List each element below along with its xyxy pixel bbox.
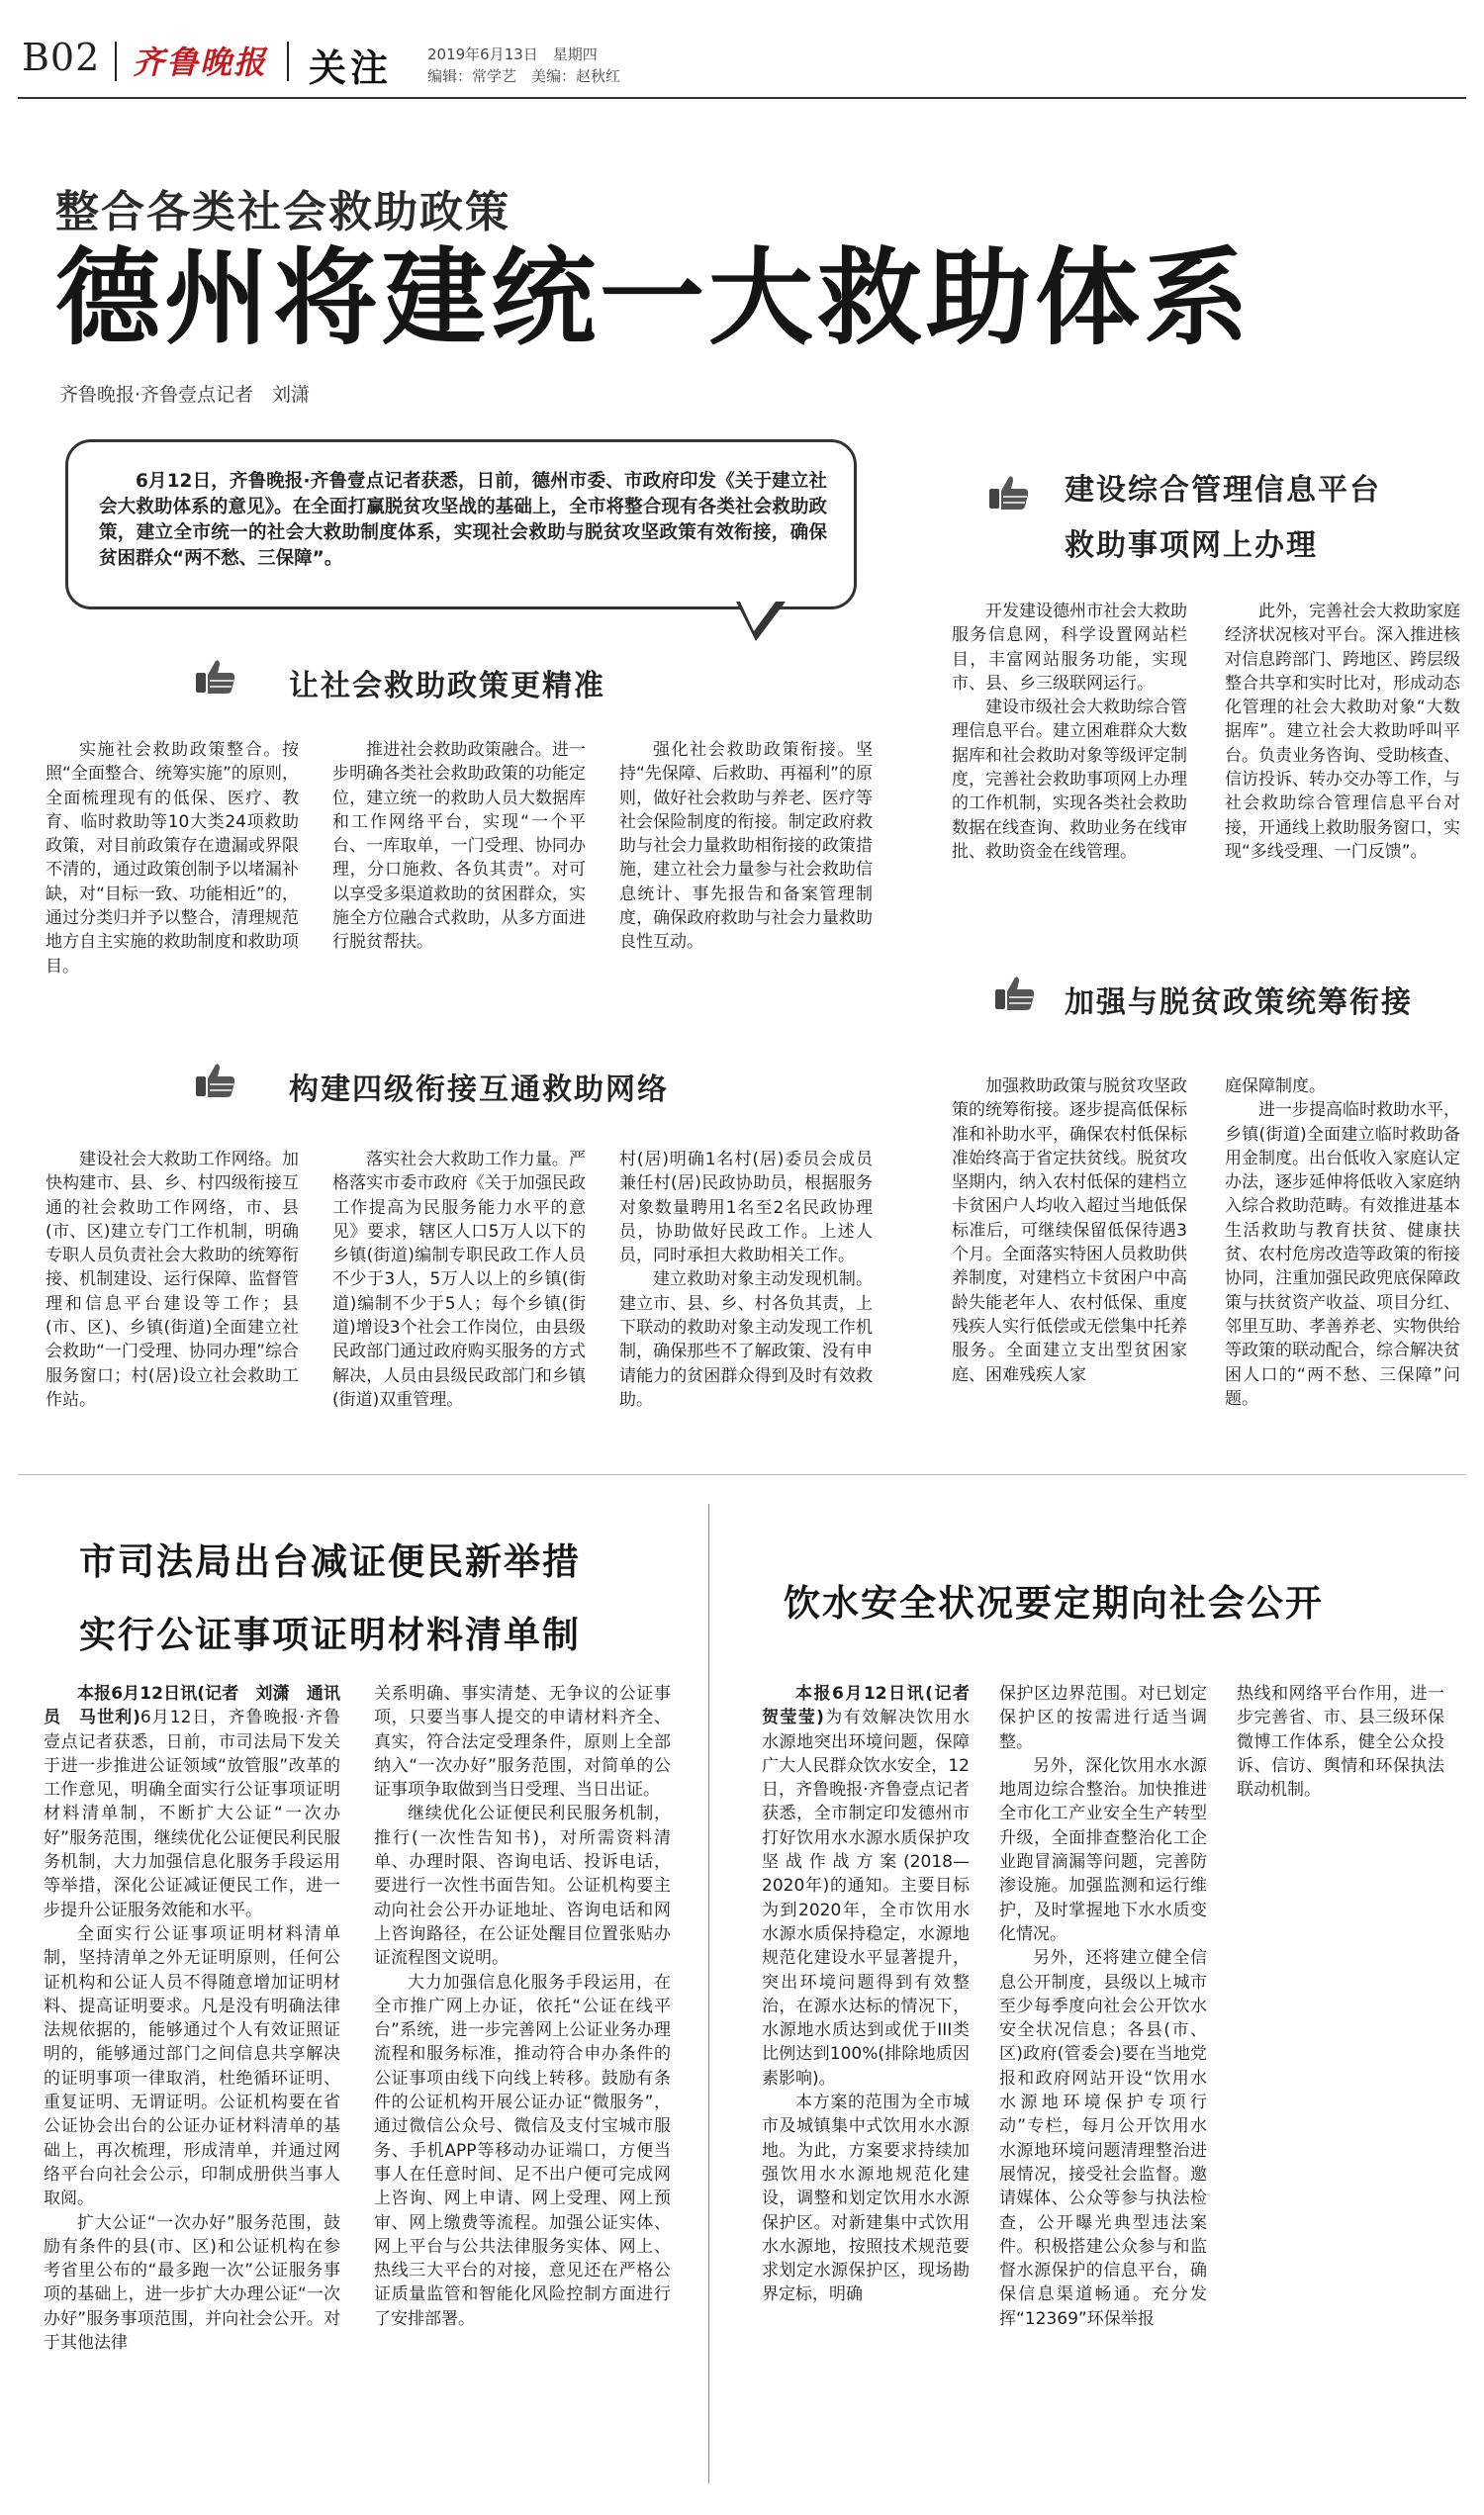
- section-heading: 建设综合管理信息平台: [1065, 473, 1381, 508]
- article-column: [999, 1682, 1207, 2331]
- thumbs-up-icon: [194, 1061, 237, 1100]
- article-column: [44, 1682, 340, 2355]
- paragraph: [762, 1682, 986, 2091]
- story-title: 市司法局出台减证便民新举措: [79, 1540, 581, 1583]
- article-column: [762, 1682, 986, 2307]
- dateline-label: 本报6月12日讯(记者 贺莹莹): [762, 1684, 986, 1728]
- thumbs-up-icon: [993, 974, 1037, 1013]
- paragraph: 建立救助对象主动发现机制。建立市、县、乡、村各负其责，上下联动的救助对象主动发现工作机制，确保那些不了解政策、没有申请能力的贫困群众得到及时有效救助。: [619, 1269, 873, 1410]
- byline: 齐鲁晚报·齐鲁壹点记者 刘潇: [59, 384, 311, 406]
- section-name: 关注: [309, 47, 393, 90]
- article-column: [46, 738, 299, 978]
- paragraph-text: 为有效解决饮用水水源地突出环境问题，保障广大人民群众饮水安全，12日，齐鲁晚报·齐鲁壹点记者获悉，全市制定印发德州市打好饮用水水源水质保护攻坚战作战方案(2018—2020年)的通知。主要目标为到2020年，全市饮用水水源水质保持稳定，水源地规范化建设水平显著提升，突出环境问题得到有效整治，在源水达标的情况下，水源地水质达到或优于III类比例达到100%(排除地质因素影响)。: [762, 1708, 970, 2089]
- paragraph: 关系明确、事实清楚、无争议的公证事项，只要当事人提交的申请材料齐全、真实，符合法定受理条件，原则上全部纳入“一次办好”服务范围，对简单的公证事项争取做到当日受理、当日出证。: [374, 1684, 671, 1801]
- paragraph: 村(居)明确1名村(居)委员会成员兼任村(居)民政协助员，根据服务对象数量聘用1名至2名民政协理员，协助做好民政工作。上述人员，同时承担大救助相关工作。: [619, 1150, 873, 1266]
- article-column: [952, 600, 1187, 864]
- article-column: [1225, 600, 1460, 864]
- story-divider: [18, 1474, 1466, 1475]
- paragraph: [44, 1682, 340, 1922]
- paragraph: 强化社会救助政策衔接。坚持“先保障、后救助、再福利”的原则，做好社会救助与养老、医疗等社会保险制度的衔接。制定政府救助与社会力量救助相衔接的政策措施，建立社会力量参与社会救助信息统计、事先报告和备案管理制度，确保政府救助与社会力量救助良性互动。: [619, 740, 873, 953]
- section-heading-line2: 救助事项网上办理: [1065, 528, 1318, 563]
- section-heading: 加强与脱贫政策统筹衔接: [1065, 985, 1413, 1020]
- article-column: [46, 1148, 299, 1412]
- headline-kicker: 整合各类社会救助政策: [55, 187, 510, 237]
- section-heading: 让社会救助政策更精准: [289, 669, 605, 703]
- paragraph: 实施社会救助政策整合。按照“全面整合、统筹实施”的原则，全面梳理现有的低保、医疗、教育、临时救助等10大类24项救助政策，对目前政策存在遗漏或界限不清的，通过政策创制予以堵漏补缺，对“目标一致、功能相近”的，通过分类归并予以整合，清理规范地方自主实施的救助制度和救助项目。: [46, 740, 299, 977]
- masthead-rule: [18, 97, 1466, 99]
- section-heading: 构建四级衔接互通救助网络: [289, 1072, 669, 1107]
- masthead-divider: [287, 42, 289, 81]
- editors-credit: 编辑：常学艺 美编：赵秋红: [427, 67, 621, 85]
- paragraph: 此外，完善社会大救助家庭经济状况核对平台。深入推进核对信息跨部门、跨地区、跨层级整合共享和实时比对，形成动态化管理的社会大救助对象“大数据库”。建立社会大救助呼叫平台。负责业务咨询、受助核查、信访投诉、转办交办等工作，与社会救助综合管理信息平台对接，开通线上救助服务窗口，实现“多线受理、一门反馈”。: [1225, 602, 1460, 862]
- article-column: [1225, 1074, 1460, 1411]
- article-column: [1237, 1682, 1444, 1802]
- paragraph: 另外，还将建立健全信息公开制度，县级以上城市至少每季度向社会公开饮水安全状况信息；各县(市、区)政府(管委会)要在当地党报和政府网站开设“饮用水水源地环境保护专项行动”专栏，每月公开饮用水水源地环境问题清理整治进展情况，接受社会监督。邀请媒体、公众等参与执法检查，公开曝光典型违法案件。积极搭建公众参与和监督水源保护的信息平台，确保信息渠道畅通。充分发挥“12369”环保举报: [999, 1948, 1207, 2329]
- paragraph: 庭保障制度。: [1225, 1076, 1326, 1096]
- dateline-label: 本报6月12日讯(记者 刘潇 通讯员 马世利): [44, 1684, 340, 1728]
- paragraph: 扩大公证“一次办好”服务范围，鼓励有条件的县(市、区)和公证机构在参考省里公布的“最多跑一次”公证服务事项的基础上，进一步扩大办理公证“一次办好”服务事项范围，并向社会公开。对于其他法律: [44, 2212, 340, 2354]
- paragraph: 进一步提高临时救助水平，乡镇(街道)全面建立临时救助备用金制度。出台低收入家庭认定办法，逐步延伸将低收入家庭纳入综合救助范畴。有效推进基本生活救助与教育扶贫、健康扶贫、农村危房改造等政策的衔接协同，注重加强民政兜底保障政策与扶贫资产收益、项目分红、邻里互助、孝善养老、实物供给等政策的联动配合，综合解决贫困人口的“两不愁、三保障”问题。: [1225, 1100, 1460, 1409]
- paragraph: 推进社会救助政策融合。进一步明确各类社会救助政策的功能定位，建立统一的救助人员大数据库和工作网络平台，实现“一个平台、一库取单，一门受理、协同办理，分口施救、各负其责”。对可以享受多渠道救助的贫困群众，实施全方位融合式救助，从多方面进行脱贫帮扶。: [332, 740, 586, 953]
- dateline: [427, 44, 620, 87]
- paragraph: 建设市级社会大救助综合管理信息平台。建立困难群众大数据库和社会救助对象等级评定制度，完善社会救助事项网上办理的工作机制，实现各类社会救助数据在线查询、救助业务在线审批、救助资金在线管理。: [952, 698, 1187, 862]
- story-title: 饮水安全状况要定期向社会公开: [784, 1582, 1324, 1625]
- story-title-line2: 实行公证事项证明材料清单制: [79, 1614, 581, 1656]
- lead-box-tail-inner: [740, 602, 776, 631]
- thumbs-up-icon: [987, 473, 1031, 512]
- paragraph: 加强救助政策与脱贫攻坚政策的统筹衔接。逐步提高低保标准和补助水平，确保农村低保标准始终高于省定扶贫线。脱贫攻坚期内，纳入农村低保的建档立卡贫困户人均收入超过当地低保标准后，可继续保留低保待遇3个月。全面落实特困人员救助供养制度，对建档立卡贫困户中高龄失能老年人、农村低保、重度残疾人实行低偿或无偿集中托养服务。全面建立支出型贫困家庭、困难残疾人家: [952, 1076, 1187, 1385]
- headline-title: 德州将建统一大救助体系: [55, 237, 1252, 359]
- paragraph: 热线和网络平台作用，进一步完善省、市、县三级环保微博工作体系，健全公众投诉、信访、舆情和环保执法联动机制。: [1237, 1684, 1444, 1801]
- thumbs-up-icon: [194, 657, 237, 697]
- page-number: B02: [22, 36, 101, 79]
- issue-date: 2019年6月13日 星期四: [427, 46, 598, 63]
- lead-paragraph: 6月12日，齐鲁晚报·齐鲁壹点记者获悉，日前，德州市委、市政府印发《关于建立社会大救助体系的意见》。在全面打赢脱贫攻坚战的基础上，全市将整合现有各类社会救助政策，建立全市统一的社会大救助制度体系，实现社会救助与脱贫攻坚政策有效衔接，确保贫困群众“两不愁、三保障”。: [99, 471, 827, 569]
- paragraph: 保护区边界范围。对已划定保护区的按需进行适当调整。: [999, 1684, 1207, 1752]
- paragraph: 本方案的范围为全市城市及城镇集中式饮用水水源地。为此，方案要求持续加强饮用水水源地规范化建设，调整和划定饮用水水源保护区。对新建集中式饮用水水源地，按照技术规范要求划定水源保护区，现场勘界定标，明确: [762, 2093, 970, 2305]
- column-rule: [708, 1504, 709, 2483]
- masthead-divider: [115, 42, 117, 81]
- article-column: [619, 738, 873, 955]
- paragraph: 建设社会大救助工作网络。加快构建市、县、乡、村四级衔接互通的社会救助工作网络，市、县(市、区)建立专门工作机制，明确专职人员负责社会大救助的统筹衔接、机制建设、运行保障、监督管理和信息平台建设等工作；县(市、区)、乡镇(街道)全面建立社会救助“一门受理、协同办理”综合服务窗口；村(居)设立社会救助工作站。: [46, 1150, 299, 1410]
- article-column: [952, 1074, 1187, 1387]
- paragraph: 另外，深化饮用水水源地周边综合整治。加快推进全市化工产业安全生产转型升级，全面排查整治化工企业跑冒滴漏等问题，完善防渗设施。加强监测和运行维护，及时掌握地下水水质变化情况。: [999, 1755, 1207, 1944]
- paragraph: 全面实行公证事项证明材料清单制，坚持清单之外无证明原则，任何公证机构和公证人员不得随意增加证明材料、提高证明要求。凡是没有明确法律法规依据的，能够通过个人有效证照证明的，能够通过部门之间信息共享解决的证明事项一律取消，杜绝循环证明、重复证明、无谓证明。公证机构要在省公证协会出台的公证办证材料清单的基础上，再次梳理，形成清单，并通过网络平台向社会公示，印制成册供当事人取阅。: [44, 1923, 340, 2209]
- article-column: [374, 1682, 671, 2331]
- newspaper-brand: 齐鲁晚报: [133, 44, 268, 81]
- paragraph: 落实社会大救助工作力量。严格落实市委市政府《关于加强民政工作提高为民服务能力水平的意见》要求，辖区人口5万人以下的乡镇(街道)编制专职民政工作人员不少于3人，5万人以上的乡镇(街道)编制不少于5人；每个乡镇(街道)增设3个社会工作岗位，由县级民政部门通过政府购买服务的方式解决，人员由县级民政部门和乡镇(街道)双重管理。: [332, 1150, 586, 1410]
- masthead: [0, 0, 1484, 99]
- article-column: [619, 1148, 873, 1412]
- article-column: [332, 738, 586, 955]
- paragraph: 大力加强信息化服务手段运用，在全市推广网上办证，依托“公证在线平台”系统，进一步完善网上公证业务办理流程和服务标准，推动符合申办条件的公证事项由线下向线上转移。鼓励有条件的公证机构开展公证办证“微服务”，通过微信公众号、微信及支付宝城市服务、手机APP等移动办证端口，方便当事人在任意时间、足不出户便可完成网上咨询、网上申请、网上受理、网上预审、网上缴费等流程。加强公证实体、网上平台与公共法律服务实体、网上、热线三大平台的对接，意见还在严格公证质量监管和智能化风险控制方面进行了安排部署。: [374, 1972, 671, 2329]
- paragraph: 开发建设德州市社会大救助服务信息网，科学设置网站栏目，丰富网站服务功能，实现市、县、乡三级联网运行。: [952, 602, 1187, 694]
- article-column: [332, 1148, 586, 1412]
- paragraph: 继续优化公证便民利民服务机制，推行(一次性告知书)，对所需资料清单、办理时限、咨询电话、投诉电话，要进行一次性书面告知。公证机构要主动向社会公开办证地址、咨询电话和网上咨询路径，在公证处醒目位置张贴办证流程图文说明。: [374, 1804, 671, 1969]
- paragraph-text: 6月12日，齐鲁晚报·齐鲁壹点记者获悉，日前，市司法局下发关于进一步推进公证领域“放管服”改革的工作意见，明确全面实行公证事项证明材料清单制，不断扩大公证“一次办好”服务范围，继续优化公证便民利民服务机制，大力加强信息化服务手段运用等举措，深化公证减证便民工作，进一步提升公证服务效能和水平。: [44, 1708, 340, 1920]
